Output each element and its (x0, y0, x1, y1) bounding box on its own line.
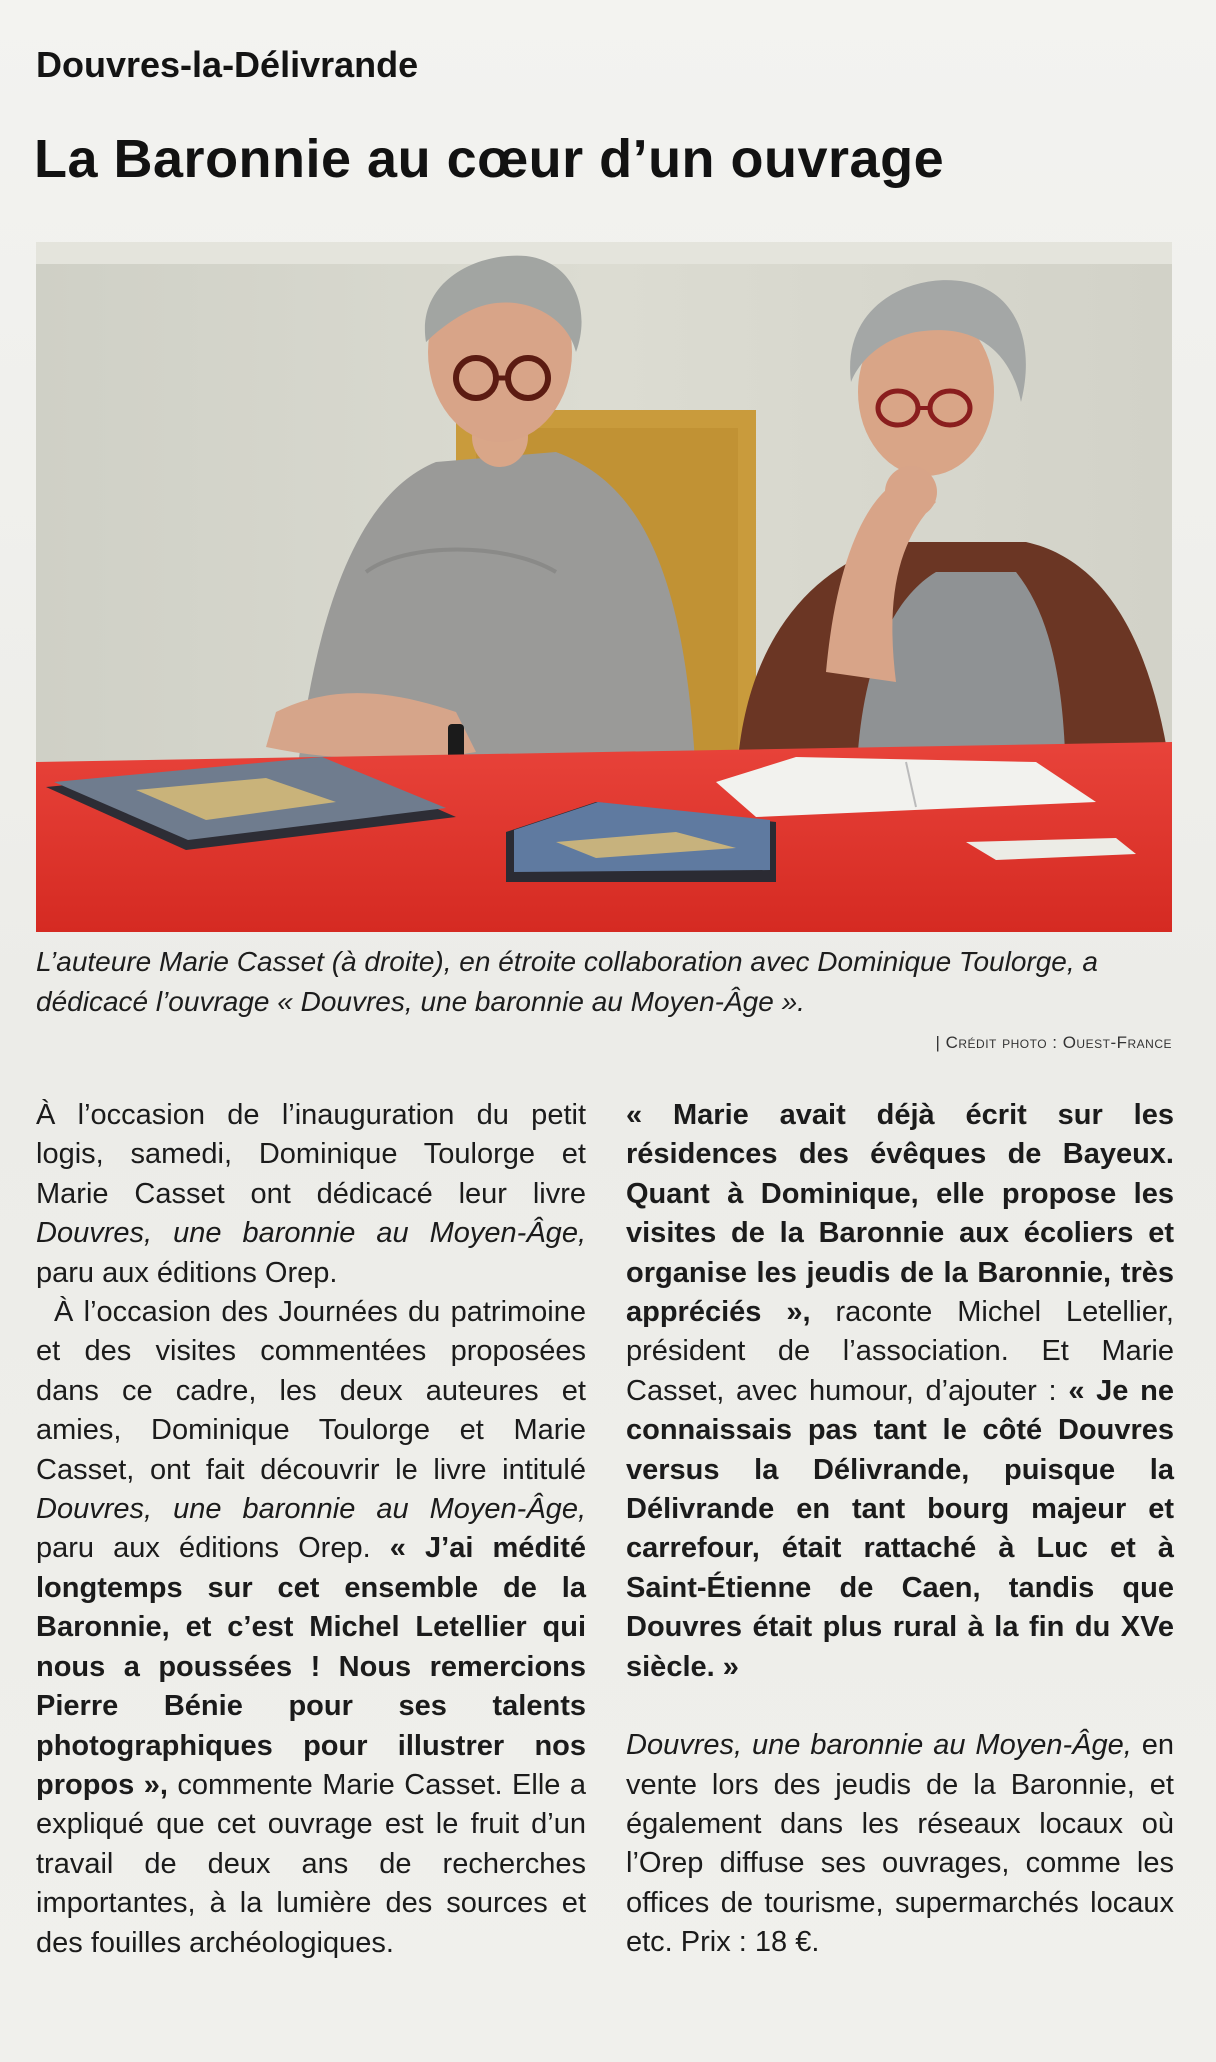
article-headline: La Baronnie au cœur d’un ouvrage (34, 129, 945, 189)
book-title: Douvres, une baronnie au Moyen-Âge, (36, 1217, 586, 1250)
paragraph-3-text: raconte Michel Letellier, président de l’association. Et Marie Casset, avec humour, d’ajouter : (626, 1296, 1174, 1407)
photo-credit: | Crédit photo : Ouest-France (935, 1033, 1172, 1052)
photo-illustration (36, 242, 1172, 932)
paragraph-2-text: À l’occasion des Journées du patrimoine et des visites commentées proposées dans ce cadre, les deux auteures et amies, Dominique Toulorge et Marie Casset, ont fait découvrir le livre intitulé (36, 1296, 586, 1486)
book-title: Douvres, une baronnie au Moyen-Âge, (36, 1493, 586, 1526)
paragraph-4-text: en vente lors des jeudis de la Baronnie, et également dans les réseaux locaux où l’Orep diffuse ses ouvrages, comme les offices de tourisme, supermarchés locaux etc. Prix : 18 €. (626, 1729, 1174, 1959)
paragraph-4 (626, 1726, 1174, 1962)
bleed-through-headline (560, 0, 1216, 42)
paragraph-2 (36, 1293, 586, 1963)
article-column-left (36, 1096, 586, 1963)
paragraph-1-text: À l’occasion de l’inauguration du petit logis, samedi, Dominique Toulorge et Marie Casset ont dédicacé leur livre (36, 1099, 586, 1210)
author-quote: « J’ai médité longtemps sur cet ensemble de la Baronnie, et c’est Michel Letellier qui nous a poussées ! Nous remercions Pierre Bénie pour ses talents photographiques pour illustrer nos propos », (36, 1532, 586, 1801)
paragraph-2-mid: paru aux éditions Orep. (36, 1532, 390, 1565)
casset-quote: « Je ne connaissais pas tant le côté Douvres versus la Délivrande, puisque la Délivrande en tant bourg majeur et carrefour, était rattaché à Luc et à Saint-Étienne de Caen, tandis que Douvres était plus rural à la fin du XVe siècle. » (626, 1374, 1174, 1683)
letellier-quote: « Marie avait déjà écrit sur les résidences des évêques de Bayeux. Quant à Dominique, elle propose les visites de la Baronnie aux écoliers et organise les jeudis de la Baronnie, très appréciés », (626, 1099, 1174, 1329)
paragraph-2-end: commente Marie Casset. Elle a expliqué que cet ouvrage est le fruit d’un travail de deux ans de recherches importantes, à la lumière des sources et des fouilles archéologiques. (36, 1768, 587, 1959)
location-kicker: Douvres-la-Délivrande (36, 44, 419, 85)
paragraph-1 (36, 1096, 586, 1293)
article-column-right (626, 1096, 1174, 1963)
book-title: Douvres, une baronnie au Moyen-Âge, (626, 1729, 1132, 1762)
article-photo (36, 242, 1172, 932)
paragraph-1-end: paru aux éditions Orep. (36, 1256, 338, 1289)
paragraph-spacer (626, 1687, 1174, 1726)
photo-caption: L’auteure Marie Casset (à droite), en étroite collaboration avec Dominique Toulorge, a dédicacé l’ouvrage « Douvres, une baronnie au Moyen-Âge ». (36, 946, 1099, 1017)
paragraph-3 (626, 1096, 1174, 1687)
